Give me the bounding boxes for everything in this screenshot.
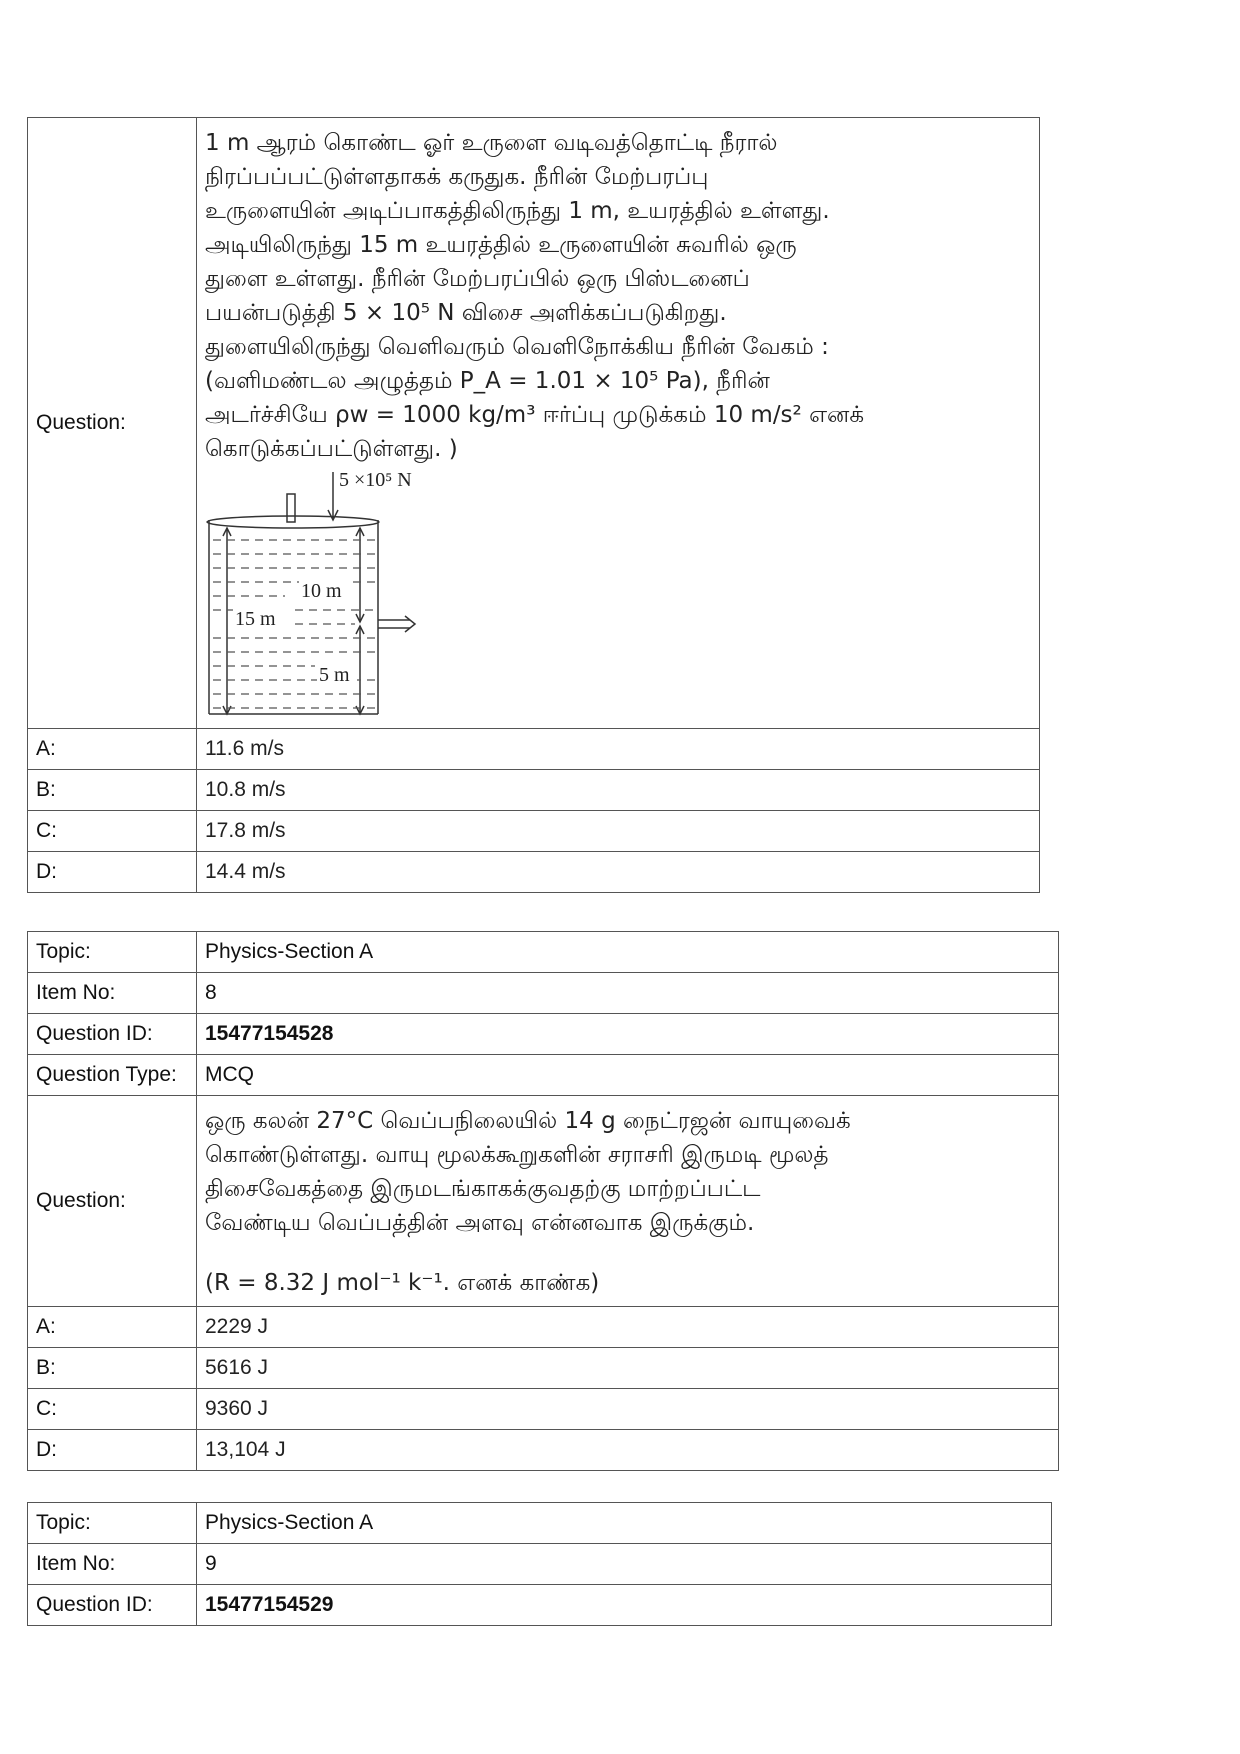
option-label: B: xyxy=(28,1348,197,1389)
option-row xyxy=(28,811,1040,852)
question-note: (R = 8.32 J mol⁻¹ k⁻¹. எனக் காண்க) xyxy=(205,1270,600,1296)
question-line: ஒரு கலன் 27°C வெப்பநிலையில் 14 g நைட்ரஜன் வாயுவைக் xyxy=(205,1108,851,1134)
option-value: 10.8 m/s xyxy=(197,770,1040,811)
question-text xyxy=(205,126,1031,466)
question-line: உருளையின் அடிப்பாகத்திலிருந்து 1 m, உயரத்தில் உள்ளது. xyxy=(205,198,830,224)
topic-row xyxy=(28,932,1059,973)
option-row xyxy=(28,729,1040,770)
jet-arrowhead xyxy=(405,616,415,632)
question-id-row xyxy=(28,1585,1052,1626)
item-row xyxy=(28,973,1059,1014)
option-label: C: xyxy=(28,1389,197,1430)
force-label: 5 ×10⁵ N xyxy=(339,470,412,491)
question-id-value: 15477154529 xyxy=(197,1585,1052,1626)
option-value: 5616 J xyxy=(197,1348,1059,1389)
item-row xyxy=(28,1544,1052,1585)
option-value: 17.8 m/s xyxy=(197,811,1040,852)
question-line: பயன்படுத்தி 5 × 10⁵ N விசை அளிக்கப்படுகிறது. xyxy=(205,300,727,326)
tank-diagram xyxy=(205,470,435,722)
option-label: C: xyxy=(28,811,197,852)
item-label: Item No: xyxy=(28,973,197,1014)
label-5m: 5 m xyxy=(319,664,350,686)
question-id-label: Question ID: xyxy=(28,1585,197,1626)
item-value: 8 xyxy=(197,973,1059,1014)
option-value: 2229 J xyxy=(197,1307,1059,1348)
question-line: அடியிலிருந்து 15 m உயரத்தில் உருளையின் சுவரில் ஒரு xyxy=(205,232,797,258)
question-row xyxy=(28,118,1040,729)
item-value: 9 xyxy=(197,1544,1052,1585)
topic-value: Physics-Section A xyxy=(197,932,1059,973)
question-label: Question: xyxy=(28,118,197,729)
option-value: 11.6 m/s xyxy=(197,729,1040,770)
question-type-row xyxy=(28,1055,1059,1096)
question-table-2 xyxy=(27,931,1059,1471)
question-table-3 xyxy=(27,1502,1052,1626)
question-line: அடர்ச்சியே ρw = 1000 kg/m³ ஈர்ப்பு முடுக்கம் 10 m/s² எனக் xyxy=(205,402,865,428)
topic-row xyxy=(28,1503,1052,1544)
question-id-row xyxy=(28,1014,1059,1055)
label-15m: 15 m xyxy=(235,608,276,630)
option-label: D: xyxy=(28,1430,197,1471)
question-line: (வளிமண்டல அழுத்தம் P_A = 1.01 × 10⁵ Pa), நீரின் xyxy=(205,368,770,394)
option-label: B: xyxy=(28,770,197,811)
question-line: துளை உள்ளது. நீரின் மேற்பரப்பில் ஒரு பிஸ்டனைப் xyxy=(205,266,750,292)
question-id-label: Question ID: xyxy=(28,1014,197,1055)
piston-rod xyxy=(287,494,295,522)
option-row xyxy=(28,1430,1059,1471)
question-content xyxy=(197,1096,1059,1307)
question-type-label: Question Type: xyxy=(28,1055,197,1096)
label-10m: 10 m xyxy=(301,580,342,602)
option-row xyxy=(28,852,1040,893)
question-line: வேண்டிய வெப்பத்தின் அளவு என்னவாக இருக்கும். xyxy=(205,1210,755,1236)
question-label: Question: xyxy=(28,1096,197,1307)
question-line: கொண்டுள்ளது. வாயு மூலக்கூறுகளின் சராசரி இருமடி மூலத் xyxy=(205,1142,829,1168)
option-row xyxy=(28,1307,1059,1348)
item-label: Item No: xyxy=(28,1544,197,1585)
question-id-value: 15477154528 xyxy=(197,1014,1059,1055)
topic-label: Topic: xyxy=(28,1503,197,1544)
option-value: 14.4 m/s xyxy=(197,852,1040,893)
question-line: திசைவேகத்தை இருமடங்காகக்குவதற்கு மாற்றப்பட்ட xyxy=(205,1176,761,1202)
question-line: 1 m ஆரம் கொண்ட ஓர் உருளை வடிவத்தொட்டி நீரால் xyxy=(205,130,778,156)
question-line: துளையிலிருந்து வெளிவரும் வெளிநோக்கிய நீரின் வேகம் : xyxy=(205,334,829,360)
option-label: D: xyxy=(28,852,197,893)
option-label: A: xyxy=(28,1307,197,1348)
question-type-value: MCQ xyxy=(197,1055,1059,1096)
question-line: கொடுக்கப்பட்டுள்ளது. ) xyxy=(205,436,458,462)
option-value: 13,104 J xyxy=(197,1430,1059,1471)
question-row xyxy=(28,1096,1059,1307)
option-row xyxy=(28,1389,1059,1430)
question-table-1 xyxy=(27,117,1040,893)
topic-label: Topic: xyxy=(28,932,197,973)
question-content xyxy=(197,118,1040,729)
topic-value: Physics-Section A xyxy=(197,1503,1052,1544)
option-row xyxy=(28,770,1040,811)
option-value: 9360 J xyxy=(197,1389,1059,1430)
question-text xyxy=(205,1104,1050,1300)
question-line: நிரப்பப்பட்டுள்ளதாகக் கருதுக. நீரின் மேற்பரப்பு xyxy=(205,164,709,190)
option-label: A: xyxy=(28,729,197,770)
option-row xyxy=(28,1348,1059,1389)
